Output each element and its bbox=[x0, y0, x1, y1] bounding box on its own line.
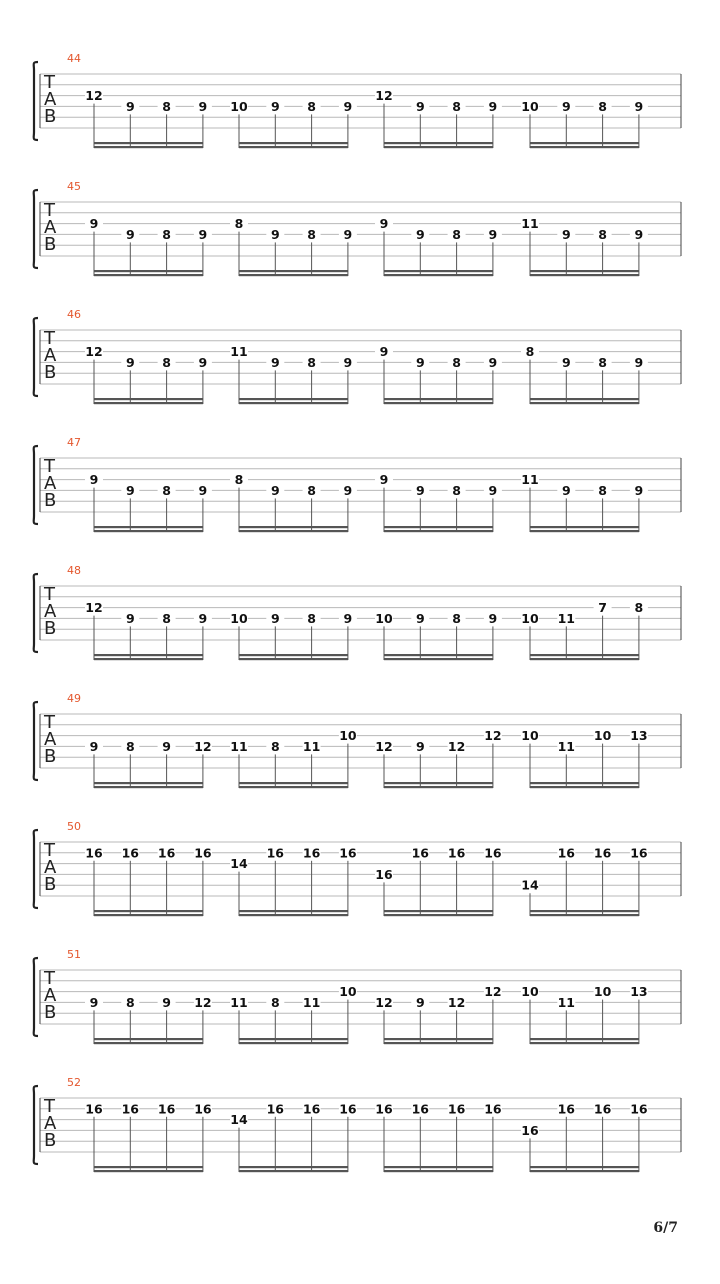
fret-number: 9 bbox=[198, 354, 208, 370]
tab-clef-letter: A bbox=[44, 601, 57, 622]
beam bbox=[384, 1038, 493, 1040]
beam bbox=[530, 782, 639, 784]
tab-clef-letter: B bbox=[44, 234, 57, 255]
beam bbox=[384, 910, 493, 912]
fret-number: 16 bbox=[484, 845, 502, 861]
fret-number: 11 bbox=[230, 994, 248, 1010]
tab-clef-letter: B bbox=[44, 106, 57, 127]
fret-number: 10 bbox=[339, 728, 357, 744]
fret-number: 10 bbox=[521, 728, 539, 744]
beam bbox=[530, 786, 639, 788]
fret-number: 10 bbox=[375, 610, 393, 626]
fret-number: 16 bbox=[266, 1101, 285, 1117]
beam bbox=[384, 402, 493, 404]
fret-number: 8 bbox=[525, 344, 535, 360]
fret-number: 12 bbox=[194, 994, 212, 1010]
fret-number: 13 bbox=[630, 984, 648, 1000]
tab-clef-letter: B bbox=[44, 618, 57, 639]
fret-number: 12 bbox=[447, 738, 466, 754]
tab-clef-letter: A bbox=[44, 1113, 57, 1134]
beam bbox=[94, 654, 203, 656]
bar-number: 50 bbox=[67, 820, 81, 833]
fret-number: 9 bbox=[125, 98, 135, 114]
beam bbox=[384, 142, 493, 144]
fret-number: 9 bbox=[415, 226, 425, 242]
fret-number: 8 bbox=[307, 226, 316, 242]
fret-number: 8 bbox=[125, 738, 135, 754]
beam bbox=[239, 146, 348, 148]
tab-system bbox=[34, 180, 681, 276]
beam bbox=[239, 1042, 348, 1044]
beam bbox=[239, 910, 348, 912]
beam bbox=[384, 270, 493, 272]
beam bbox=[94, 274, 203, 276]
beam bbox=[530, 658, 639, 660]
system-bracket bbox=[34, 62, 38, 140]
fret-number: 9 bbox=[270, 226, 280, 242]
fret-number: 16 bbox=[557, 845, 576, 861]
fret-number: 16 bbox=[266, 845, 285, 861]
fret-number: 9 bbox=[561, 354, 571, 370]
fret-number: 8 bbox=[598, 482, 607, 498]
beam bbox=[384, 1042, 493, 1044]
fret-number: 11 bbox=[521, 216, 539, 232]
fret-number: 13 bbox=[630, 728, 648, 744]
fret-number: 16 bbox=[484, 1101, 502, 1117]
beam bbox=[94, 1042, 203, 1044]
page-number: 6/7 bbox=[653, 1220, 678, 1236]
beam bbox=[530, 1170, 639, 1172]
system-bracket bbox=[34, 446, 38, 524]
beam bbox=[530, 146, 639, 148]
beam bbox=[94, 146, 203, 148]
system-bracket bbox=[34, 318, 38, 396]
fret-number: 14 bbox=[230, 1112, 248, 1128]
tab-clef-letter: B bbox=[44, 490, 57, 511]
fret-number: 9 bbox=[89, 472, 99, 488]
beam bbox=[530, 270, 639, 272]
bar-number: 49 bbox=[67, 692, 81, 705]
fret-number: 8 bbox=[598, 226, 607, 242]
beam bbox=[94, 1170, 203, 1172]
beam bbox=[530, 142, 639, 144]
fret-number: 11 bbox=[521, 472, 539, 488]
beam bbox=[94, 658, 203, 660]
beam bbox=[239, 402, 348, 404]
fret-number: 9 bbox=[343, 482, 353, 498]
beam bbox=[384, 526, 493, 528]
beam bbox=[384, 786, 493, 788]
fret-number: 10 bbox=[521, 98, 539, 114]
beam bbox=[384, 530, 493, 532]
fret-number: 9 bbox=[634, 98, 644, 114]
fret-number: 16 bbox=[630, 1101, 648, 1117]
fret-number: 8 bbox=[452, 482, 461, 498]
fret-number: 9 bbox=[488, 98, 498, 114]
tab-system bbox=[34, 52, 681, 148]
fret-number: 9 bbox=[561, 482, 571, 498]
system-bracket bbox=[34, 702, 38, 780]
fret-number: 10 bbox=[593, 728, 612, 744]
system-bracket bbox=[34, 830, 38, 908]
beam bbox=[384, 654, 493, 656]
beam bbox=[94, 142, 203, 144]
bar-number: 48 bbox=[67, 564, 81, 577]
fret-number: 9 bbox=[415, 354, 425, 370]
tab-clef-letter: B bbox=[44, 362, 57, 383]
beam bbox=[384, 274, 493, 276]
fret-number: 8 bbox=[307, 354, 316, 370]
fret-number: 9 bbox=[488, 226, 498, 242]
fret-number: 9 bbox=[343, 354, 353, 370]
fret-number: 9 bbox=[162, 738, 171, 754]
fret-number: 16 bbox=[194, 1101, 212, 1117]
fret-number: 8 bbox=[162, 482, 171, 498]
fret-number: 11 bbox=[230, 344, 248, 360]
fret-number: 16 bbox=[593, 1101, 612, 1117]
fret-number: 9 bbox=[379, 344, 389, 360]
fret-number: 11 bbox=[557, 738, 576, 754]
fret-number: 12 bbox=[194, 738, 212, 754]
beam bbox=[239, 786, 348, 788]
fret-number: 8 bbox=[234, 472, 244, 488]
beam bbox=[94, 914, 203, 916]
tab-clef-letter: T bbox=[44, 328, 55, 349]
beam bbox=[384, 658, 493, 660]
system-bracket bbox=[34, 1086, 38, 1164]
fret-number: 9 bbox=[634, 354, 644, 370]
fret-number: 9 bbox=[89, 216, 99, 232]
tab-system bbox=[34, 948, 681, 1044]
fret-number: 9 bbox=[270, 610, 280, 626]
beam bbox=[239, 270, 348, 272]
beam bbox=[94, 398, 203, 400]
fret-number: 12 bbox=[85, 600, 103, 616]
fret-number: 9 bbox=[125, 610, 135, 626]
fret-number: 9 bbox=[270, 98, 280, 114]
fret-number: 8 bbox=[598, 98, 607, 114]
fret-number: 14 bbox=[230, 856, 248, 872]
fret-number: 16 bbox=[447, 845, 466, 861]
beam bbox=[239, 398, 348, 400]
tab-system bbox=[34, 820, 681, 916]
beam bbox=[94, 1166, 203, 1168]
fret-number: 8 bbox=[162, 226, 171, 242]
beam bbox=[239, 526, 348, 528]
beam bbox=[530, 526, 639, 528]
beam bbox=[239, 782, 348, 784]
fret-number: 16 bbox=[557, 1101, 576, 1117]
fret-number: 12 bbox=[85, 88, 103, 104]
tab-clef-letter: A bbox=[44, 345, 57, 366]
beam bbox=[94, 782, 203, 784]
fret-number: 16 bbox=[339, 845, 357, 861]
fret-number: 16 bbox=[302, 845, 321, 861]
fret-number: 16 bbox=[593, 845, 612, 861]
fret-number: 8 bbox=[162, 98, 171, 114]
tab-clef-letter: T bbox=[44, 712, 55, 733]
fret-number: 12 bbox=[375, 88, 393, 104]
beam bbox=[384, 782, 493, 784]
fret-number: 16 bbox=[157, 845, 176, 861]
fret-number: 16 bbox=[194, 845, 212, 861]
fret-number: 8 bbox=[125, 994, 135, 1010]
tab-system bbox=[34, 308, 681, 404]
tab-clef-letter: B bbox=[44, 874, 57, 895]
fret-number: 9 bbox=[415, 994, 425, 1010]
fret-number: 12 bbox=[484, 728, 502, 744]
fret-number: 16 bbox=[411, 845, 430, 861]
fret-number: 8 bbox=[307, 482, 316, 498]
fret-number: 8 bbox=[307, 98, 316, 114]
fret-number: 9 bbox=[198, 482, 208, 498]
beam bbox=[384, 1170, 493, 1172]
tab-clef-letter: B bbox=[44, 1002, 57, 1023]
system-bracket bbox=[34, 958, 38, 1036]
fret-number: 8 bbox=[270, 738, 280, 754]
beam bbox=[94, 270, 203, 272]
fret-number: 16 bbox=[121, 1101, 140, 1117]
tab-clef-letter: A bbox=[44, 473, 57, 494]
beam bbox=[94, 1038, 203, 1040]
fret-number: 9 bbox=[415, 610, 425, 626]
fret-number: 10 bbox=[339, 984, 357, 1000]
fret-number: 8 bbox=[452, 98, 461, 114]
beam bbox=[530, 654, 639, 656]
beam bbox=[530, 530, 639, 532]
fret-number: 10 bbox=[230, 98, 248, 114]
fret-number: 8 bbox=[452, 610, 461, 626]
fret-number: 9 bbox=[488, 482, 498, 498]
bar-number: 45 bbox=[67, 180, 81, 193]
fret-number: 9 bbox=[270, 482, 280, 498]
tab-clef-letter: A bbox=[44, 217, 57, 238]
fret-number: 9 bbox=[270, 354, 280, 370]
tab-clef-letter: B bbox=[44, 1130, 57, 1151]
beam bbox=[530, 402, 639, 404]
beam bbox=[94, 526, 203, 528]
tab-clef-letter: A bbox=[44, 985, 57, 1006]
fret-number: 9 bbox=[634, 482, 644, 498]
beam bbox=[530, 398, 639, 400]
tab-clef-letter: T bbox=[44, 840, 55, 861]
fret-number: 16 bbox=[375, 1101, 393, 1117]
fret-number: 8 bbox=[270, 994, 280, 1010]
fret-number: 9 bbox=[343, 610, 353, 626]
beam bbox=[239, 1170, 348, 1172]
fret-number: 8 bbox=[634, 600, 644, 616]
fret-number: 7 bbox=[598, 600, 607, 616]
beam bbox=[239, 654, 348, 656]
fret-number: 10 bbox=[593, 984, 612, 1000]
beam bbox=[239, 530, 348, 532]
beam bbox=[530, 274, 639, 276]
tab-clef-letter: T bbox=[44, 968, 55, 989]
tab-system bbox=[34, 1076, 681, 1172]
fret-number: 8 bbox=[234, 216, 244, 232]
tab-system bbox=[34, 692, 681, 788]
fret-number: 9 bbox=[89, 738, 99, 754]
fret-number: 9 bbox=[198, 226, 208, 242]
fret-number: 8 bbox=[307, 610, 316, 626]
fret-number: 10 bbox=[521, 610, 539, 626]
tab-clef-letter: A bbox=[44, 857, 57, 878]
fret-number: 16 bbox=[630, 845, 648, 861]
fret-number: 16 bbox=[521, 1122, 539, 1138]
fret-number: 9 bbox=[343, 226, 353, 242]
tab-clef-letter: T bbox=[44, 1096, 55, 1117]
beam bbox=[530, 1042, 639, 1044]
fret-number: 9 bbox=[488, 354, 498, 370]
fret-number: 9 bbox=[415, 738, 425, 754]
tab-clef-letter: A bbox=[44, 89, 57, 110]
tab-clef-letter: B bbox=[44, 746, 57, 767]
beam bbox=[94, 786, 203, 788]
fret-number: 11 bbox=[557, 994, 576, 1010]
tab-clef-letter: T bbox=[44, 456, 55, 477]
tab-system bbox=[34, 564, 681, 660]
bar-number: 51 bbox=[67, 948, 81, 961]
fret-number: 9 bbox=[343, 98, 353, 114]
fret-number: 12 bbox=[375, 994, 393, 1010]
fret-number: 11 bbox=[557, 610, 576, 626]
fret-number: 9 bbox=[198, 98, 208, 114]
fret-number: 16 bbox=[447, 1101, 466, 1117]
fret-number: 14 bbox=[521, 877, 539, 893]
beam bbox=[94, 910, 203, 912]
fret-number: 10 bbox=[521, 984, 539, 1000]
fret-number: 16 bbox=[375, 866, 393, 882]
fret-number: 10 bbox=[230, 610, 248, 626]
fret-number: 9 bbox=[488, 610, 498, 626]
fret-number: 11 bbox=[230, 738, 248, 754]
fret-number: 16 bbox=[85, 1101, 103, 1117]
fret-number: 16 bbox=[411, 1101, 430, 1117]
bar-number: 47 bbox=[67, 436, 81, 449]
fret-number: 16 bbox=[339, 1101, 357, 1117]
fret-number: 8 bbox=[452, 226, 461, 242]
fret-number: 9 bbox=[125, 226, 135, 242]
fret-number: 12 bbox=[375, 738, 393, 754]
fret-number: 9 bbox=[561, 98, 571, 114]
fret-number: 9 bbox=[415, 482, 425, 498]
fret-number: 12 bbox=[447, 994, 466, 1010]
beam bbox=[239, 658, 348, 660]
fret-number: 12 bbox=[85, 344, 103, 360]
fret-number: 8 bbox=[598, 354, 607, 370]
bar-number: 46 bbox=[67, 308, 81, 321]
fret-number: 8 bbox=[162, 610, 171, 626]
beam bbox=[384, 146, 493, 148]
fret-number: 9 bbox=[125, 482, 135, 498]
bar-number: 52 bbox=[67, 1076, 81, 1089]
beam bbox=[384, 914, 493, 916]
fret-number: 9 bbox=[162, 994, 171, 1010]
fret-number: 9 bbox=[198, 610, 208, 626]
beam bbox=[94, 530, 203, 532]
fret-number: 8 bbox=[452, 354, 461, 370]
beam bbox=[239, 142, 348, 144]
system-bracket bbox=[34, 190, 38, 268]
fret-number: 9 bbox=[89, 994, 99, 1010]
fret-number: 16 bbox=[85, 845, 103, 861]
beam bbox=[530, 1038, 639, 1040]
fret-number: 11 bbox=[302, 738, 321, 754]
tab-clef-letter: T bbox=[44, 200, 55, 221]
fret-number: 9 bbox=[634, 226, 644, 242]
fret-number: 11 bbox=[302, 994, 321, 1010]
beam bbox=[239, 274, 348, 276]
tab-clef-letter: A bbox=[44, 729, 57, 750]
fret-number: 16 bbox=[157, 1101, 176, 1117]
fret-number: 9 bbox=[415, 98, 425, 114]
beam bbox=[384, 398, 493, 400]
beam bbox=[239, 914, 348, 916]
beam bbox=[530, 910, 639, 912]
beam bbox=[530, 1166, 639, 1168]
fret-number: 9 bbox=[379, 216, 389, 232]
fret-number: 9 bbox=[125, 354, 135, 370]
fret-number: 12 bbox=[484, 984, 502, 1000]
beam bbox=[94, 402, 203, 404]
tab-clef-letter: T bbox=[44, 584, 55, 605]
bar-number: 44 bbox=[67, 52, 81, 65]
tab-system bbox=[34, 436, 681, 532]
fret-number: 9 bbox=[379, 472, 389, 488]
tab-clef-letter: T bbox=[44, 72, 55, 93]
beam bbox=[239, 1038, 348, 1040]
fret-number: 16 bbox=[302, 1101, 321, 1117]
beam bbox=[239, 1166, 348, 1168]
fret-number: 16 bbox=[121, 845, 140, 861]
beam bbox=[530, 914, 639, 916]
beam bbox=[384, 1166, 493, 1168]
system-bracket bbox=[34, 574, 38, 652]
fret-number: 9 bbox=[561, 226, 571, 242]
fret-number: 8 bbox=[162, 354, 171, 370]
